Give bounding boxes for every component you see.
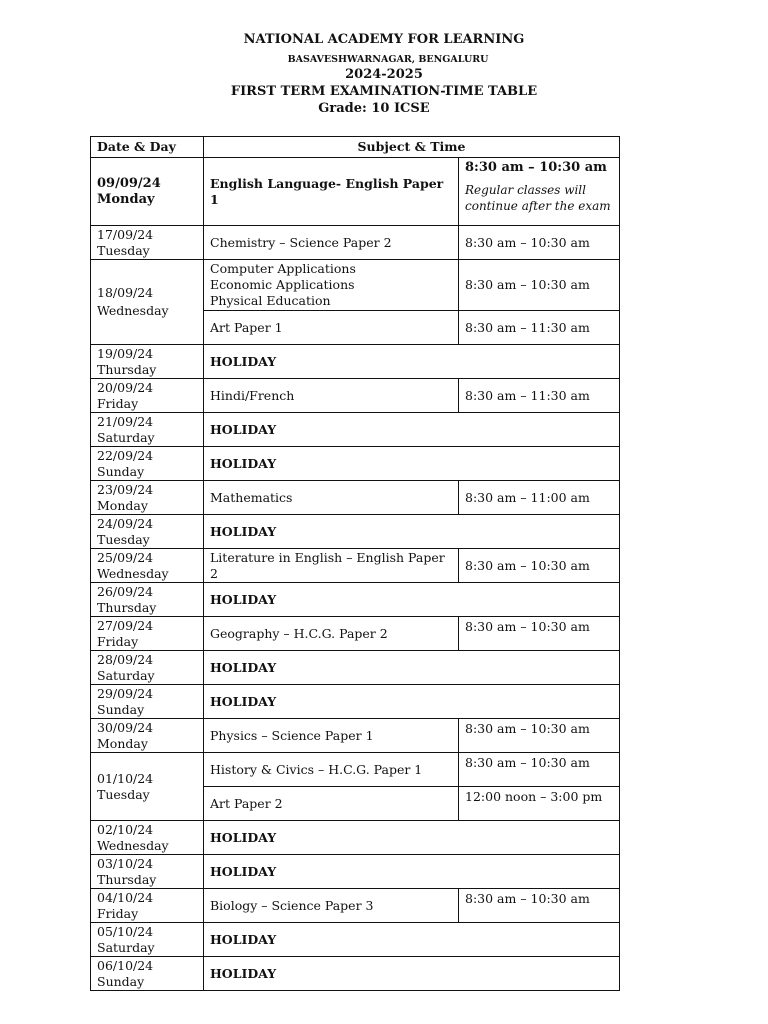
subject-cell: Hindi/French: [204, 379, 459, 413]
weekday: Friday: [97, 395, 139, 411]
date: 03/10/24: [97, 855, 154, 871]
table-header-row: [91, 137, 620, 158]
weekday: Sunday: [97, 973, 145, 989]
weekday: Wednesday: [97, 565, 169, 581]
holiday-cell: HOLIDAY: [204, 447, 620, 481]
date: 05/10/24: [97, 923, 154, 939]
time-cell: [459, 158, 620, 226]
school-name: NATIONAL ACADEMY FOR LEARNING: [243, 32, 525, 47]
time-cell: 8:30 am – 11:30 am: [459, 311, 620, 345]
table-row: [91, 481, 620, 515]
academic-year: 2024-2025: [345, 67, 423, 82]
date-cell: [91, 651, 204, 685]
date-cell: [91, 719, 204, 753]
date-cell: [91, 685, 204, 719]
weekday: Wednesday: [97, 837, 169, 853]
date-cell: [91, 158, 204, 226]
table-row: [91, 923, 620, 957]
subject-cell: Art Paper 1: [204, 311, 459, 345]
date-cell: [91, 923, 204, 957]
table-row: [91, 957, 620, 991]
timetable: [90, 136, 620, 991]
subject-cell: Art Paper 2: [204, 787, 459, 821]
table-row: [91, 753, 620, 787]
weekday: Monday: [97, 191, 155, 207]
holiday-cell: HOLIDAY: [204, 583, 620, 617]
time-cell: 8:30 am – 11:00 am: [459, 481, 620, 515]
date-cell: [91, 549, 204, 583]
column-header-date: Date & Day: [91, 137, 204, 158]
subject-cell: English Language- English Paper 1: [204, 158, 459, 226]
grade-label: Grade: 10 ICSE: [318, 101, 430, 116]
weekday: Saturday: [97, 429, 155, 445]
date: 30/09/24: [97, 719, 154, 735]
date-cell: [91, 379, 204, 413]
date-cell: [91, 447, 204, 481]
date-cell: [91, 260, 204, 345]
date: 06/10/24: [97, 957, 154, 973]
date-cell: [91, 515, 204, 549]
time-cell: 8:30 am – 10:30 am: [459, 753, 620, 787]
time-cell: 8:30 am – 10:30 am: [459, 889, 620, 923]
table-row: [91, 889, 620, 923]
table-row: [91, 413, 620, 447]
column-header-subject: Subject & Time: [204, 137, 620, 158]
date-cell: [91, 855, 204, 889]
weekday: Monday: [97, 497, 148, 513]
date-cell: [91, 889, 204, 923]
table-row: [91, 515, 620, 549]
subject-line: Economic Applications: [210, 277, 355, 292]
weekday: Monday: [97, 735, 148, 751]
date: 18/09/24: [97, 285, 154, 300]
weekday: Tuesday: [97, 242, 150, 258]
date-cell: [91, 481, 204, 515]
weekday: Tuesday: [97, 786, 150, 802]
table-row: [91, 447, 620, 481]
weekday: Wednesday: [97, 303, 169, 318]
weekday: Saturday: [97, 667, 155, 683]
weekday: Sunday: [97, 701, 145, 717]
date: 26/09/24: [97, 583, 154, 599]
table-row: [91, 226, 620, 260]
date-cell: [91, 226, 204, 260]
weekday: Saturday: [97, 939, 155, 955]
table-row: [91, 583, 620, 617]
subject-line: Physical Education: [210, 293, 331, 308]
table-row: [91, 821, 620, 855]
table-row: [91, 719, 620, 753]
holiday-cell: HOLIDAY: [204, 923, 620, 957]
holiday-cell: HOLIDAY: [204, 651, 620, 685]
school-location: BASAVESHWARNAGAR, BENGALURU: [287, 54, 489, 65]
subject-cell: [204, 260, 459, 311]
date: 04/10/24: [97, 889, 154, 905]
subject-cell: Physics – Science Paper 1: [204, 719, 459, 753]
table-row: [91, 549, 620, 583]
table-row: [91, 617, 620, 651]
weekday: Thursday: [97, 599, 157, 615]
subject-cell: Geography – H.C.G. Paper 2: [204, 617, 459, 651]
date: 27/09/24: [97, 617, 154, 633]
table-row: [91, 379, 620, 413]
holiday-cell: HOLIDAY: [204, 855, 620, 889]
subject-line: Computer Applications: [210, 261, 356, 276]
date: 28/09/24: [97, 651, 154, 667]
date-cell: [91, 821, 204, 855]
table-row: [91, 158, 620, 226]
date-cell: [91, 583, 204, 617]
time-cell: 8:30 am – 10:30 am: [459, 617, 620, 651]
subject-cell: Chemistry – Science Paper 2: [204, 226, 459, 260]
weekday: Sunday: [97, 463, 145, 479]
date: 09/09/24: [97, 175, 161, 191]
date-cell: [91, 753, 204, 821]
weekday: Tuesday: [97, 531, 150, 547]
table-row: [91, 855, 620, 889]
date: 29/09/24: [97, 685, 154, 701]
date-cell: [91, 957, 204, 991]
date: 22/09/24: [97, 447, 154, 463]
exam-title: FIRST TERM EXAMINATION-TIME TABLE: [230, 84, 538, 99]
time-cell: 8:30 am – 10:30 am: [459, 549, 620, 583]
time-cell: 8:30 am – 10:30 am: [459, 260, 620, 311]
date: 25/09/24: [97, 549, 154, 565]
table-row: [91, 651, 620, 685]
subject-cell: Biology – Science Paper 3: [204, 889, 459, 923]
date: 01/10/24: [97, 770, 154, 786]
date-cell: [91, 617, 204, 651]
time-cell: 8:30 am – 10:30 am: [459, 226, 620, 260]
holiday-cell: HOLIDAY: [204, 685, 620, 719]
weekday: Friday: [97, 905, 139, 921]
subject-cell: Literature in English – English Paper 2: [204, 549, 459, 583]
date: 24/09/24: [97, 515, 154, 531]
date-cell: [91, 345, 204, 379]
holiday-cell: HOLIDAY: [204, 957, 620, 991]
weekday: Thursday: [97, 361, 157, 377]
subject-cell: History & Civics – H.C.G. Paper 1: [204, 753, 459, 787]
time-cell: 12:00 noon – 3:00 pm: [459, 787, 620, 821]
time-cell: 8:30 am – 10:30 am: [459, 719, 620, 753]
exam-note: Regular classes will continue after the exam: [465, 183, 611, 213]
table-row: [91, 685, 620, 719]
date-cell: [91, 413, 204, 447]
date: 20/09/24: [97, 379, 154, 395]
holiday-cell: HOLIDAY: [204, 345, 620, 379]
weekday: Friday: [97, 633, 139, 649]
date: 23/09/24: [97, 481, 154, 497]
holiday-cell: HOLIDAY: [204, 515, 620, 549]
time: 8:30 am – 10:30 am: [465, 160, 607, 175]
date: 21/09/24: [97, 413, 154, 429]
table-row: [91, 260, 620, 311]
date: 17/09/24: [97, 226, 154, 242]
time-cell: 8:30 am – 11:30 am: [459, 379, 620, 413]
subject-cell: Mathematics: [204, 481, 459, 515]
holiday-cell: HOLIDAY: [204, 821, 620, 855]
date: 02/10/24: [97, 821, 154, 837]
date: 19/09/24: [97, 345, 154, 361]
holiday-cell: HOLIDAY: [204, 413, 620, 447]
weekday: Thursday: [97, 871, 157, 887]
table-row: [91, 345, 620, 379]
